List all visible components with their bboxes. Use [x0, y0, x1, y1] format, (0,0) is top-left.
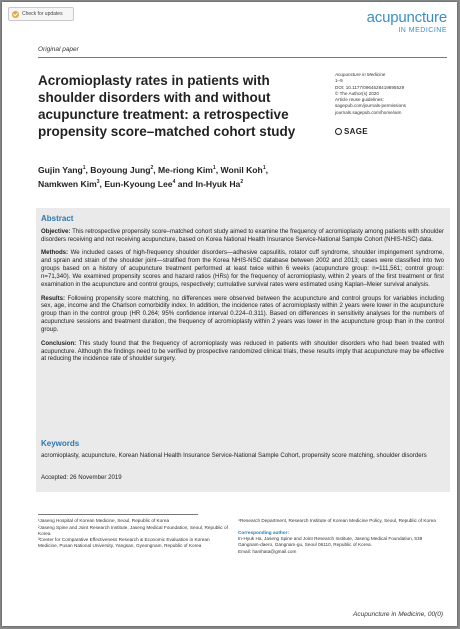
- check-icon: [12, 11, 19, 18]
- corresponding-author-address: In-Hyuk Ha, Jaseng Spine and Joint Research Institute, Jaseng Medical Foundation, 538 Gangnam-daero, Gangnam-gu, Seoul 06110, Republic of Korea.: [238, 536, 423, 548]
- meta-line: journals.sagepub.com/home/aim: [335, 109, 402, 115]
- author-affiliation-ref: 1: [82, 165, 86, 172]
- abstract-results: [41, 295, 444, 335]
- section-text: Following propensity score matching, no differences were observed between the acupuncture and control groups for variables including sex, age, income and the Charlson comorbidity index. In addition, the incidence rates of acromioplasty within 2 years were lower in the acupuncture group than in the control group (HR 0.264; 95% confidence interval 0.224–0.311). Based on differences in sensitivity analyses for the numbers of acupuncture sessions and treatment duration, the frequency of acromioplasty within 2 years was lower in the acupuncture group than in the control group.: [41, 294, 444, 334]
- publisher-logo: [335, 127, 368, 136]
- author-list: [38, 163, 418, 191]
- footnote-divider: [38, 514, 198, 515]
- footer-journal-issue: Acupuncture in Medicine, 00(0): [353, 611, 443, 618]
- author-affiliation-ref: 3: [96, 179, 100, 186]
- abstract-heading: Abstract: [41, 214, 74, 223]
- author-name: Namkwen Kim: [38, 179, 97, 189]
- author-name: Wonil Koh: [220, 165, 263, 175]
- meta-line: Acupuncture in Medicine: [335, 72, 386, 77]
- meta-line: Article reuse guidelines:: [335, 97, 384, 103]
- section-label: Results:: [41, 294, 66, 302]
- affiliation: ²Jaseng Spine and Joint Research Institute, Jaseng Medical Foundation, Seoul, Republic of Korea: [38, 524, 228, 536]
- abstract-body: [41, 228, 444, 369]
- affiliation: ³Center for Comparative Effectiveness Research & Economic Evaluation in Korean Medicine, Pusan National University, Yangsan, Gyeongnam, Republic of Korea: [38, 537, 210, 549]
- author-affiliation-ref: 2: [240, 179, 244, 186]
- journal-logo-sub: IN MEDICINE: [398, 27, 447, 34]
- section-text: This retrospective propensity score–matched cohort study aimed to examine the frequency of acromioplasty among patients with shoulder disorders receiving and not receiving acupuncture, based on Korea National Health Insurance Service-National Sample Cohort (NHIS-NSC) data.: [41, 228, 444, 243]
- author-name: Eun-Kyoung Lee: [104, 179, 173, 189]
- abstract-box: [36, 208, 450, 492]
- author-conjunction: and: [175, 179, 196, 189]
- abstract-methods: [41, 249, 444, 289]
- author-separator: ,: [85, 165, 91, 175]
- author-name: Gujin Yang: [38, 165, 83, 175]
- keywords-heading: Keywords: [41, 439, 80, 448]
- author-affiliation-ref: 2: [150, 165, 154, 172]
- check-updates-label: Check for updates: [22, 11, 63, 17]
- check-for-updates-badge[interactable]: [8, 7, 74, 21]
- corresponding-author-email[interactable]: Email: hanihata@gmail.com: [238, 548, 297, 554]
- author-line-1: [38, 163, 418, 177]
- author-separator: ,: [153, 165, 159, 175]
- paper-page: [2, 2, 457, 626]
- section-label: Objective:: [41, 228, 71, 235]
- meta-line: 1–9: [335, 78, 343, 84]
- header-divider: [38, 57, 447, 58]
- affiliations-right: [238, 518, 438, 555]
- section-text: This study found that the frequency of acromioplasty was reduced in patients with shoulder disorders who had been treated with acupuncture. Although the findings need to be verified by prospective randomized clinical trials, these results imply that acupuncture may be effective at reducing the incidence rate of shoulder surgery.: [41, 339, 444, 363]
- section-label: Methods:: [41, 249, 69, 257]
- publisher-name: SAGE: [344, 127, 368, 136]
- author-name: Me-riong Kim: [158, 165, 213, 175]
- keywords-text: acromioplasty, acupuncture, Korean National Health Insurance Service-National Sample Cohort, propensity score matching, shoulder disorders: [41, 452, 427, 459]
- article-meta: [335, 72, 450, 116]
- meta-line: DOI: 10.1177/0964528419895529: [335, 84, 405, 90]
- accepted-date: Accepted: 26 November 2019: [41, 474, 122, 481]
- author-affiliation-ref: 1: [262, 165, 266, 172]
- corresponding-author-heading: Corresponding author:: [238, 530, 290, 536]
- author-name: In-Hyuk Ha: [195, 179, 241, 189]
- meta-line: © The Author(s) 2020: [335, 90, 379, 96]
- author-separator: ,: [215, 165, 221, 175]
- sage-logo-icon: [335, 128, 342, 135]
- meta-line: sagepub.com/journals-permissions: [335, 103, 406, 109]
- affiliation: ⁴Research Department, Research Institute of Korean Medicine Policy, Seoul, Republic of Korea: [238, 518, 436, 523]
- journal-logo-main: acupuncture: [366, 9, 447, 26]
- affiliations-left: [38, 518, 228, 550]
- author-line-2: [38, 177, 418, 191]
- section-label: Conclusion:: [41, 339, 77, 347]
- author-name: Boyoung Jung: [90, 165, 151, 175]
- abstract-conclusion: [41, 340, 444, 364]
- author-separator: ,: [99, 179, 105, 189]
- author-separator: ,: [265, 165, 268, 175]
- journal-logo: [367, 10, 447, 35]
- abstract-objective: [41, 228, 444, 244]
- author-affiliation-ref: 4: [172, 179, 176, 186]
- author-affiliation-ref: 1: [212, 165, 216, 172]
- affiliation: ¹Jaseng Hospital of Korean Medicine, Seoul, Republic of Korea: [38, 518, 170, 523]
- paper-type: Original paper: [38, 46, 79, 53]
- section-text: We included cases of high-frequency shoulder disorders—adhesive capsulitis, rotator cuff syndrome, shoulder impingement syndrome, and sprain and strain of the shoulder joint—stratified from the Korea NHIS-NSC database between 2002 and 2013; cases were classified into two groups based on a history of acupuncture treatment performed at least twice within 6 weeks (acupuncture group: n=111,561; control group: n=71,340). We examined propensity scores and hazard ratios (HRs) for the frequency of acromioplasty, within 2 years of the first treatment or first examination in the acupuncture and control groups, respectively; cumulative survival rates were estimated using Kaplan–Meier survival analysis.: [41, 249, 444, 289]
- article-title: Acromioplasty rates in patients with shoulder disorders with and without acupuncture treatment: a retrospective propensity score–matched cohort study: [38, 73, 296, 139]
